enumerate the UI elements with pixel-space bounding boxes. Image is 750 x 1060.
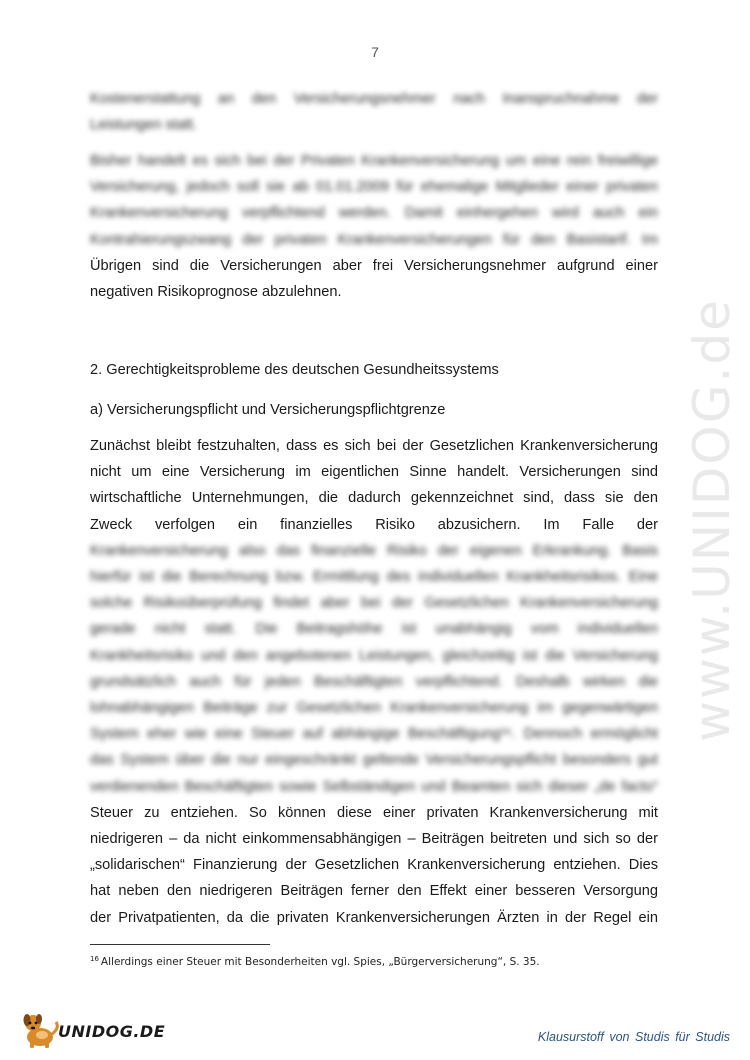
footnote-rule [90, 944, 270, 945]
watermark-text: www.UNIDOG.de [683, 298, 741, 742]
text-line: hat neben den niedrigeren Beiträgen ferner den Effekt einer besseren Versorgung [90, 883, 658, 900]
text-line: Steuer zu entziehen. So können diese einer privaten Krankenversicherung mit [90, 804, 658, 821]
text-line: Krankheitsrisiko und den angebotenen Leistungen, gleichzeitig ist die Versicherung [90, 647, 658, 664]
paragraph-insurance-obligation [90, 433, 658, 931]
section-heading: 2. Gerechtigkeitsprobleme des deutschen Gesundheitssystems [90, 362, 499, 378]
text-line: nicht um eine Versicherung im eigentlichen Sinne handelt. Versicherungen sind [90, 464, 658, 481]
text-line: grundsätzlich auch für jeden Beschäftigten verpflichtend. Deshalb wirken die [90, 673, 658, 690]
text-line: Leistungen statt. [90, 117, 198, 134]
subsection-heading: a) Versicherungspflicht und Versicherungspflichtgrenze [90, 402, 446, 418]
text-line: solche Risikoüberprüfung findet aber bei der Gesetzlichen Krankenversicherung [90, 595, 658, 612]
footnote-number: 16 [90, 955, 99, 963]
text-line: Zweck verfolgen ein finanzielles Risiko abzusichern. Im Falle der [90, 516, 658, 533]
text-line: lohnabhängigen Beiträge zur Gesetzlichen Krankenversicherung im gegenwärtigen [90, 700, 658, 717]
logo-text: UNIDOG.DE [58, 1022, 166, 1041]
text-line: Zunächst bleibt festzuhalten, dass es sich bei der Gesetzlichen Krankenversicherung [90, 438, 658, 454]
text-line: Übrigen sind die Versicherungen aber frei Versicherungsnehmer aufgrund einer [90, 257, 658, 274]
text-line: „solidarischen“ Finanzierung der Gesetzlichen Krankenversicherung entziehen. Dies [90, 857, 658, 874]
text-line: gerade nicht statt. Die Beitragshöhe ist unabhängig vom individuellen [90, 621, 658, 638]
text-line: verdienenden Beschäftigten sowie Selbständigen und Beamten sich dieser „de facto“ [90, 778, 658, 795]
blurred-lines [90, 538, 658, 800]
paragraph-private-insurance [90, 148, 658, 305]
text-line: System eher wie eine Steuer auf abhängige Beschäftigung¹⁶. Dennoch ermöglicht [90, 726, 658, 743]
text-line: niedrigeren – da nicht einkommensabhängigen – Beiträgen beitreten und sich so der [90, 831, 658, 848]
slogan: Klausurstoff von Studis für Studis [537, 1030, 730, 1044]
text-line: das System über die nur eingeschränkt geltende Versicherungspflicht besonders gut [90, 752, 658, 769]
text-line: negativen Risikoprognose abzulehnen. [90, 284, 342, 301]
page-number: 7 [371, 44, 379, 60]
footnote [90, 955, 540, 968]
text-line: Bisher handelt es sich bei der Privaten Krankenversicherung um eine rein freiwillige [90, 153, 658, 169]
text-line: Krankenversicherung also das finanzielle Risiko der eigenen Erkrankung. Basis [90, 542, 658, 559]
text-line: Versicherung, jedoch soll sie ab 01.01.2009 für ehemalige Mitglieder einer privaten [90, 179, 658, 196]
text-line: Krankenversicherung verpflichtend werden. Damit einhergehen wird auch ein [90, 205, 658, 222]
footnote-text: Allerdings einer Steuer mit Besonderheiten vgl. Spies, „Bürgerversicherung“, S. 35. [100, 956, 540, 968]
text-line: Kontrahierungszwang der privaten Krankenversicherungen für den Basistarif. Im [90, 231, 658, 248]
blurred-lines [90, 148, 658, 253]
text-line: wirtschaftliche Unternehmungen, die dadurch gekennzeichnet sind, dass sie den [90, 490, 658, 507]
text-line: Kostenerstattung an den Versicherungsnehmer nach Inanspruchnahme der [90, 91, 658, 107]
text-line: hierfür ist die Berechnung bzw. Ermittlung des individuellen Krankheitsrisikos. Eine [90, 569, 658, 586]
blurred-paragraph-top [90, 86, 658, 138]
text-line: der Privatpatienten, da die privaten Krankenversicherungen Ärzten in der Regel ein [90, 909, 658, 926]
